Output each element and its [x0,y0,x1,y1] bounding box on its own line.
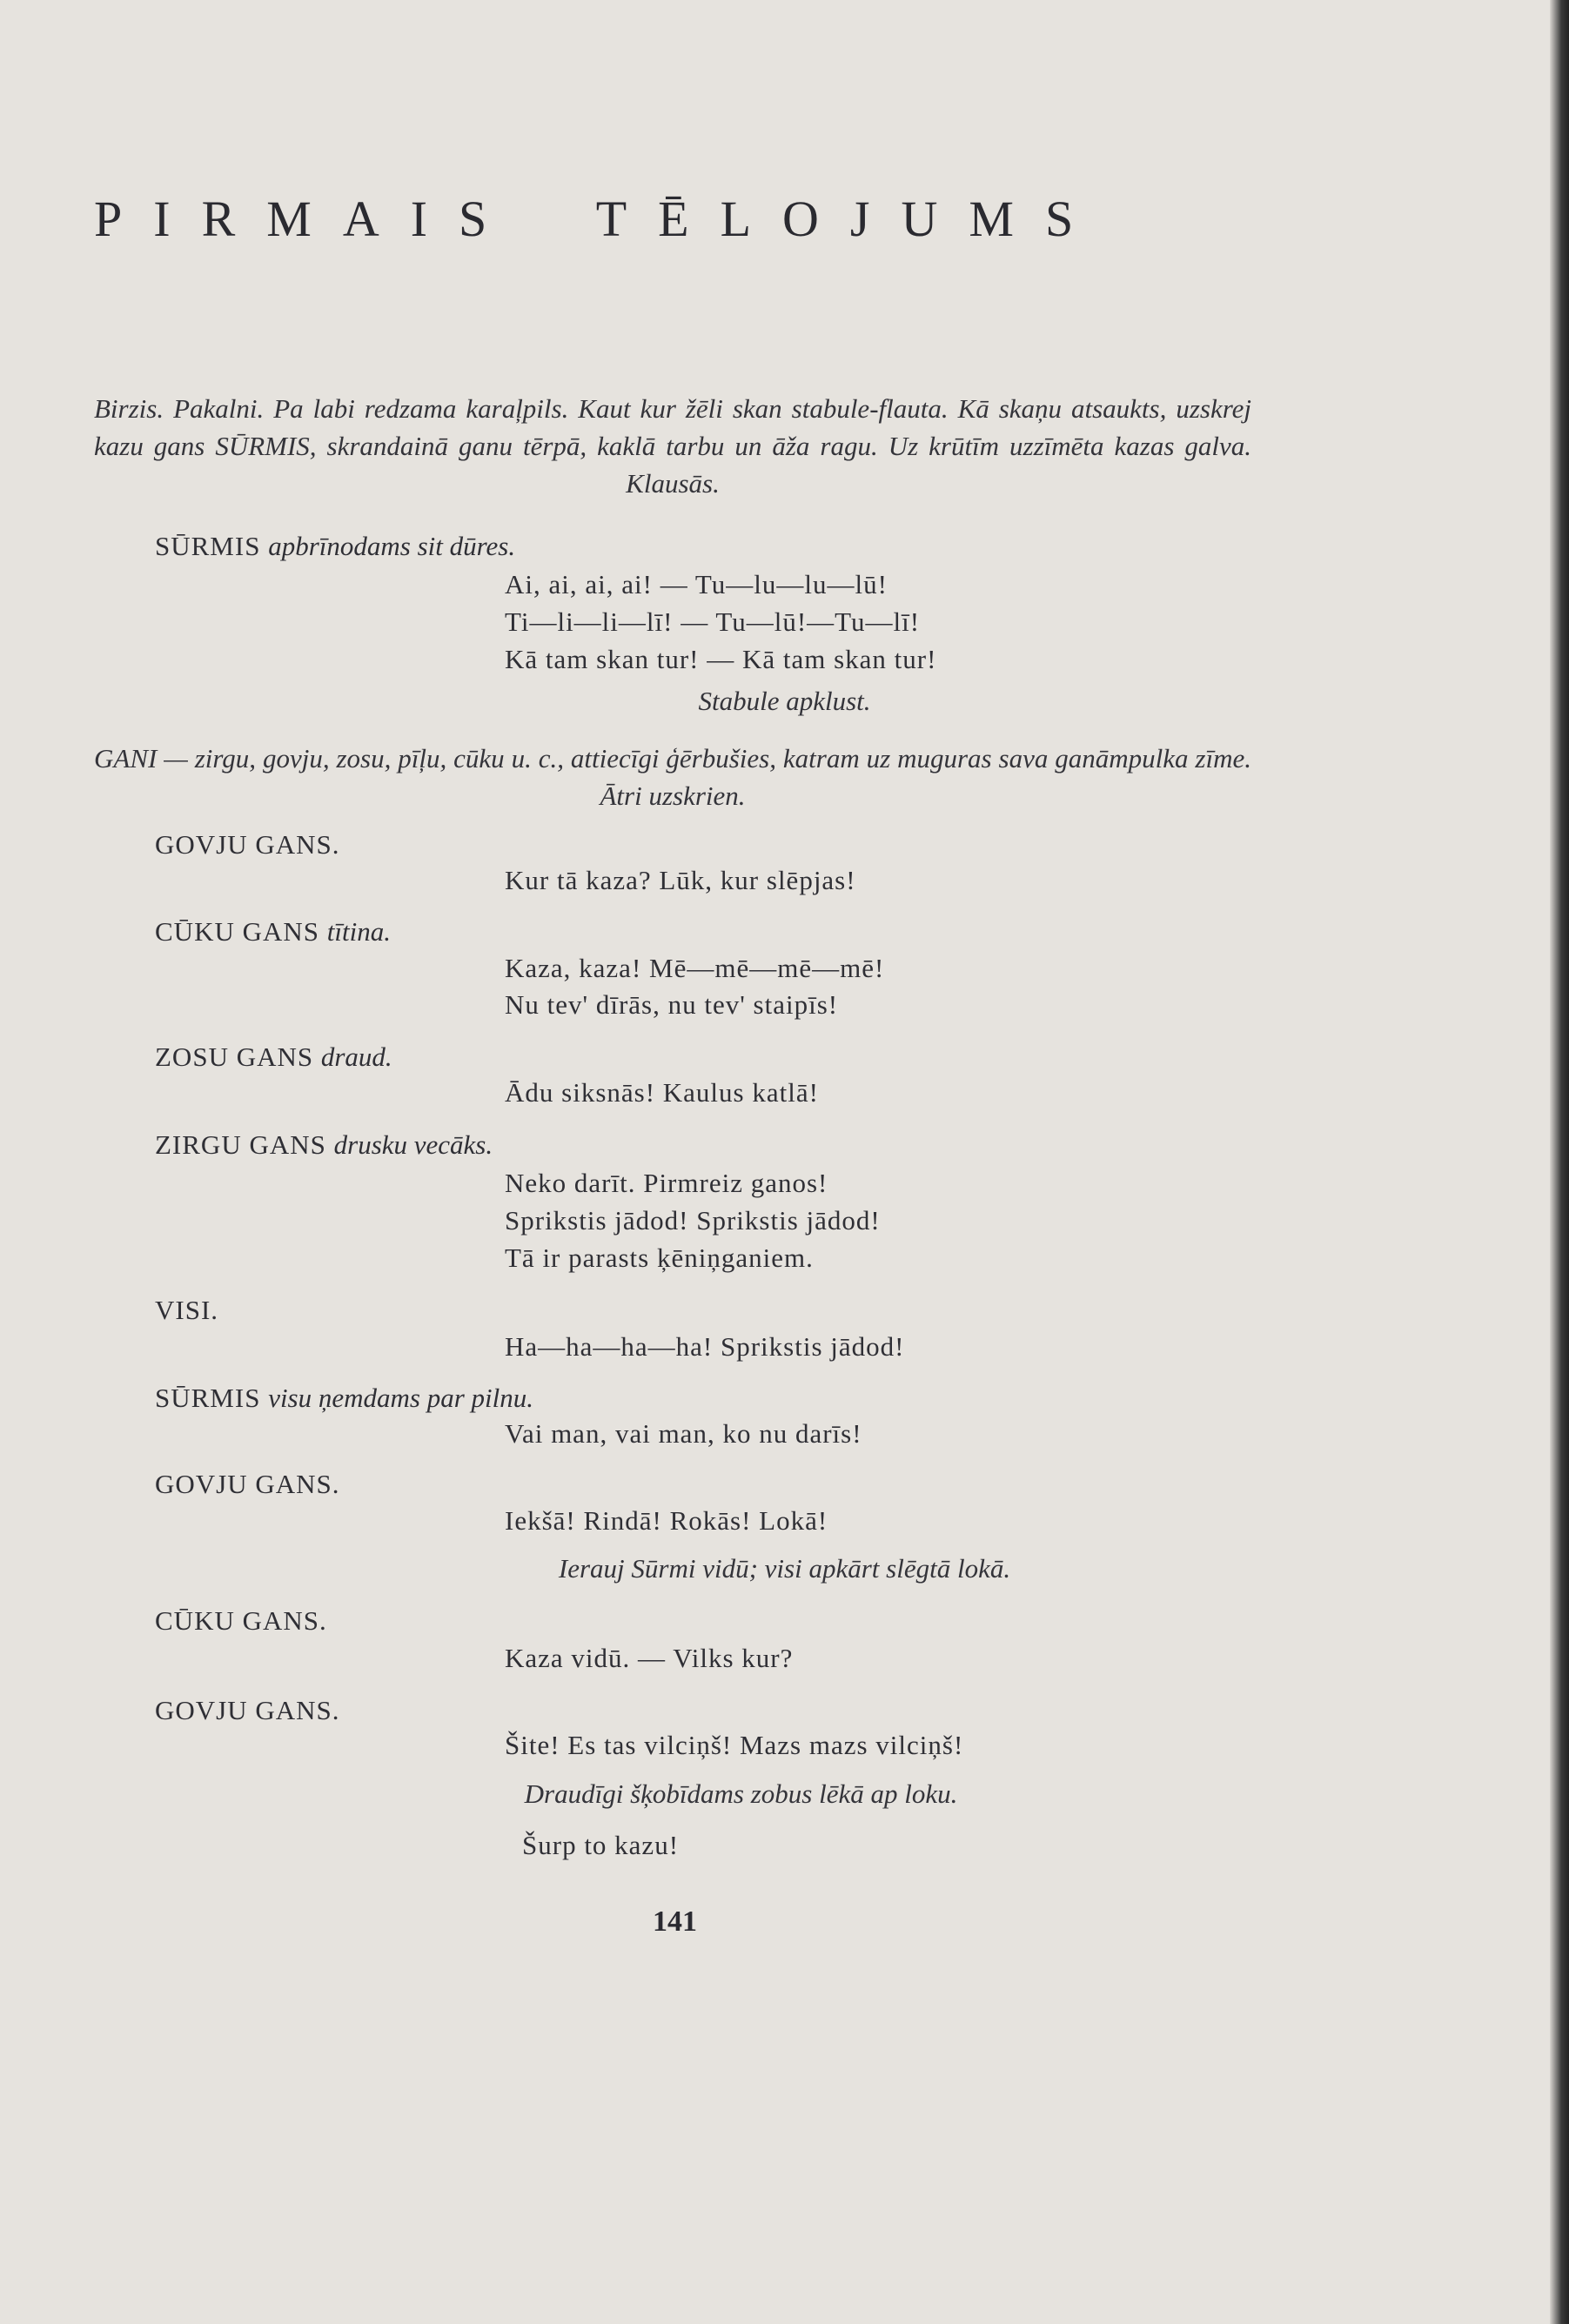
stage-direction-stabule: Stabule apklust. [698,686,871,716]
verse-line: Kur tā kaza? Lūk, kur slēpjas! [505,865,856,895]
speaker-surmis-1: SŪRMIS apbrīnodams sit dūres. [155,531,516,561]
stage-direction-ierauj: Ierauj Sūrmi vidū; visi apkārt slēgtā lokā. [558,1553,1011,1584]
verse-line: Šite! Es tas vilciņš! Mazs mazs vilciņš! [505,1730,964,1760]
verse-line: Kā tam skan tur! — Kā tam skan tur! [505,644,937,674]
verse-line: Kaza vidū. — Vilks kur? [505,1643,794,1673]
speaker-visi: VISI. [155,1295,219,1325]
verse-line: Ti—li—li—lī! — Tu—lū!—Tu—lī! [505,606,921,637]
speaker-zirgu: ZIRGU GANS drusku vecāks. [155,1129,493,1160]
page-title: PIRMAIS TĒLOJUMS [94,191,1105,247]
speaker-govju-2: GOVJU GANS. [155,1469,340,1499]
verse-line: Iekšā! Rindā! Rokās! Lokā! [505,1505,828,1536]
verse-line: Nu tev' dīrās, nu tev' staipīs! [505,989,839,1020]
stage-direction-draudigi: Draudīgi šķobīdams zobus lēkā ap loku. [524,1778,958,1809]
verse-line: Ādu siksnās! Kaulus katlā! [505,1077,819,1108]
verse-line: Vai man, vai man, ko nu darīs! [505,1418,862,1449]
speaker-surmis-2: SŪRMIS visu ņemdams par pilnu. [155,1383,534,1413]
verse-line: Tā ir parasts ķēniņganiem. [505,1242,814,1273]
verse-line: Kaza, kaza! Mē—mē—mē—mē! [505,953,885,983]
page-number: 141 [653,1905,697,1938]
verse-line: Ha—ha—ha—ha! Sprikstis jādod! [505,1331,905,1362]
verse-line: Ai, ai, ai, ai! — Tu—lu—lu—lū! [505,569,888,599]
page-edge [1550,0,1569,2324]
speaker-zosu: ZOSU GANS draud. [155,1041,392,1072]
speaker-cuku-2: CŪKU GANS. [155,1605,327,1636]
speaker-govju-3: GOVJU GANS. [155,1695,340,1725]
verse-line: Šurp to kazu! [522,1830,680,1860]
speaker-cuku-1: CŪKU GANS tītina. [155,916,391,947]
intro-stage-direction: Birzis. Pakalni. Pa labi redzama karaļpils. Kaut kur žēli skan stabule-flauta. Kā skaņu atsaukts, uzskrej kazu gans SŪRMIS, skrandainā ganu tērpā, kaklā tarbu un āža ragu. Uz krūtīm uzzīmēta kazas galva. Klausās. [94,393,1251,499]
verse-line: Sprikstis jādod! Sprikstis jādod! [505,1205,881,1236]
speaker-govju-1: GOVJU GANS. [155,829,340,860]
stage-direction-gani: GANI — zirgu, govju, zosu, pīļu, cūku u. c., attiecīgi ģērbušies, katram uz muguras sava ganāmpulka zīme. Ātri uzskrien. [94,743,1251,811]
verse-line: Neko darīt. Pirmreiz ganos! [505,1168,828,1198]
